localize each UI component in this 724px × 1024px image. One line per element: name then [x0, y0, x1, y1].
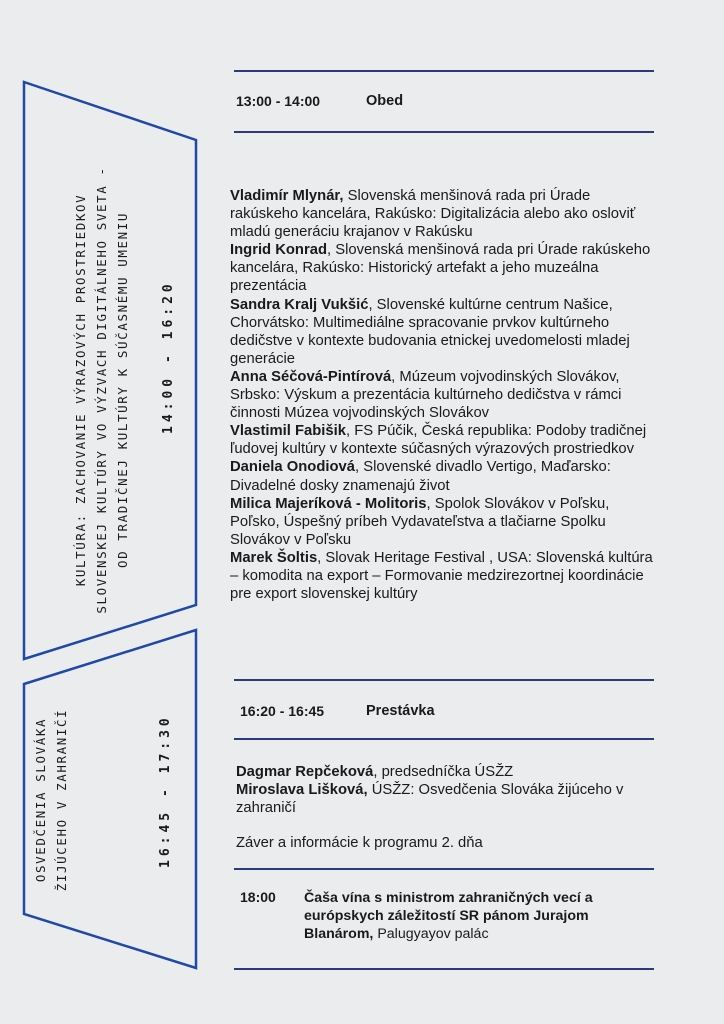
- break-time: 16:20 - 16:45: [240, 703, 325, 719]
- section2-speakers: [236, 763, 656, 817]
- section1-title: [70, 150, 134, 630]
- evening-title: Čaša vína s ministrom zahraničných vecí a európskych záležitostí SR pánom Jurajom Blanárom,: [304, 890, 593, 943]
- speaker-details: , Slovenská menšinová rada pri Úrade rakúskeho kancelára, Rakúsko: Historický artefakt a jeho muzeálna prezentácia: [230, 242, 651, 295]
- divider: [234, 738, 654, 740]
- speaker-entry: [236, 763, 656, 781]
- speaker-name: Ingrid Konrad: [230, 242, 327, 259]
- section1-title-line: OD TRADIČNEJ KULTÚRY K SÚČASNÉMU UMENIU: [115, 212, 130, 568]
- speaker-entry: [230, 495, 660, 549]
- lunch-time: 13:00 - 14:00: [236, 93, 321, 109]
- speaker-name: Marek Šoltis: [230, 549, 318, 566]
- speaker-entry: [230, 296, 660, 368]
- speaker-details: , Slovak Heritage Festival , USA: Slovenská kultúra – komodita na export – Formovanie medzirezortnej koordinácie pre export slovenskej kultúry: [230, 549, 653, 603]
- speaker-entry: [230, 187, 660, 241]
- speaker-entry: [230, 458, 660, 494]
- speaker-entry: [230, 422, 660, 458]
- speaker-name: Sandra Kralj Vukšić: [230, 296, 369, 313]
- section1-title-line: KULTÚRA: ZACHOVANIE VÝRAZOVÝCH PROSTRIEDKOV: [73, 193, 88, 587]
- section1-title-line: SLOVENSKEJ KULTÚRY VO VÝZVACH DIGITÁLNEHO SVETA -: [94, 166, 109, 614]
- speaker-details: ÚSŽZ: Osvedčenia Slováka žijúceho v zahraničí: [236, 782, 624, 817]
- speaker-details: , predsedníčka ÚSŽZ: [373, 764, 514, 780]
- speaker-details: , FS Púčik, Česká republika: Podoby tradičnej ľudovej kultúry v kontexte súčasných výrazových prostriedkov: [230, 423, 647, 458]
- section2-title: [30, 700, 74, 900]
- divider: [234, 968, 654, 970]
- speaker-details: Slovenská menšinová rada pri Úrade rakúskeho kancelára, Rakúsko: Digitalizácia alebo ako osloviť mladú generáciu krajanov v Rakúsku: [230, 188, 636, 241]
- section1-time: 14:00 - 16:20: [161, 280, 176, 434]
- speaker-name: Daniela Onodiová: [230, 459, 355, 476]
- section2-title-line: ŽIJÚCEHO V ZAHRANIČÍ: [54, 708, 69, 892]
- speaker-details: , Slovenské divadlo Vertigo, Maďarsko: Divadelné dosky znamenajú život: [230, 459, 611, 494]
- evening-event: [304, 889, 654, 943]
- break-label: Prestávka: [366, 703, 435, 719]
- speaker-name: Dagmar Repčeková: [236, 764, 374, 780]
- speaker-details: , Slovenské kultúrne centrum Našice, Chorvátsko: Multimediálne spracovanie prvkov kultúrneho dedičstve v kontexte budovania etnickej uvedomelosti mladej generácie: [230, 296, 630, 367]
- evening-location: Palugyayov palác: [373, 926, 489, 943]
- section2-time: 16:45 - 17:30: [158, 714, 173, 868]
- closing-note: Záver a informácie k programu 2. dňa: [236, 835, 483, 851]
- lunch-label: Obed: [366, 93, 404, 109]
- speaker-entry: [230, 549, 660, 603]
- speaker-entry: [236, 781, 656, 817]
- divider: [234, 679, 654, 681]
- speaker-entry: [230, 241, 660, 295]
- speaker-details: , Spolok Slovákov v Poľsku, Poľsko, Úspešný príbeh Vydavateľstva a tlačiarne Spolku Slovákov v Poľsku: [230, 495, 610, 548]
- speaker-entry: [230, 368, 660, 422]
- speaker-name: Vlastimil Fabišik: [230, 423, 346, 440]
- evening-time: 18:00: [240, 889, 276, 905]
- divider: [234, 868, 654, 870]
- divider: [234, 70, 654, 72]
- speaker-details: , Múzeum vojvodinských Slovákov, Srbsko: Výskum a prezentácia kultúrneho dedičstva v rámci činnosti Múzea vojvodinských Slovákov: [230, 368, 622, 422]
- speaker-name: Anna Séčová-Pintírová: [230, 368, 392, 385]
- speaker-name: Miroslava Lišková,: [236, 782, 368, 799]
- divider: [234, 131, 654, 133]
- speaker-name: Vladimír Mlynár,: [230, 188, 344, 204]
- speakers-list: [230, 187, 660, 603]
- section2-title-line: OSVEDČENIA SLOVÁKA: [33, 717, 48, 883]
- speaker-name: Milica Majeríková - Molitoris: [230, 495, 427, 512]
